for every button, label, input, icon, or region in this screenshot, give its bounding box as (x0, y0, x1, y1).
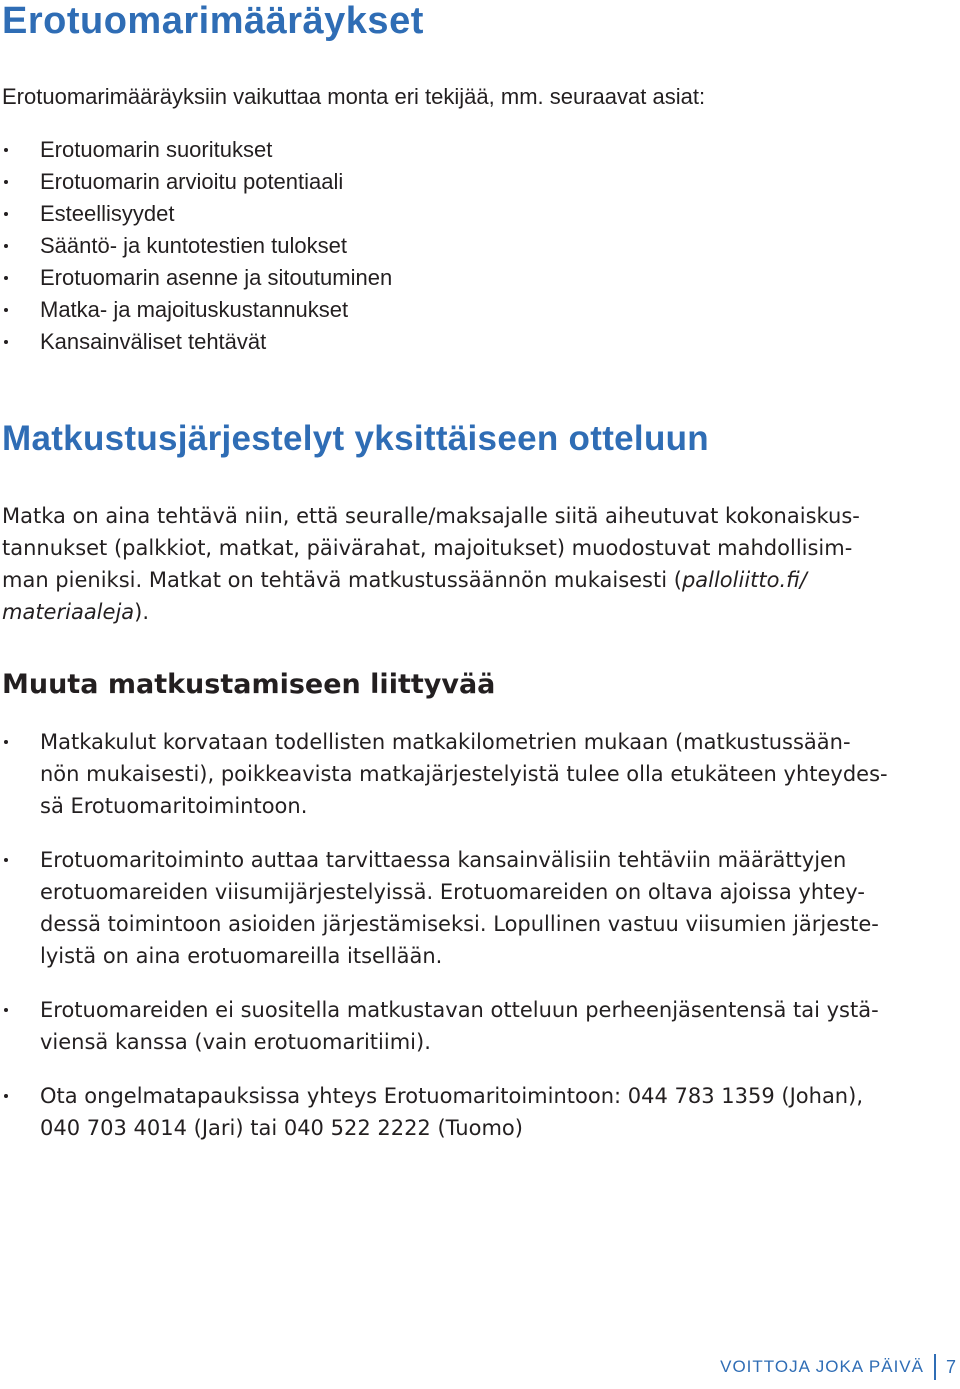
list-item: Erotuomaritoiminto auttaa tarvittaessa kansainvälisiin tehtäviin määrättyjen erotuomareiden viisumijärjestelyissä. Erotuomareiden on oltava ajoissa yhtey- dessä toimintoon asioiden järjestämiseksi. Lopullinen vastuu viisumien järjeste- lyistä on aina erotuomareilla itsellään. (0, 844, 920, 972)
list-item: Matkakulut korvataan todellisten matkakilometrien mukaan (matkustussään- nön mukaisesti), poikkeavista matkajärjestelyistä tulee olla etukäteen yhteydes- sä Erotuomaritoimintoon. (0, 726, 920, 822)
list-item: Erotuomareiden ei suositella matkustavan otteluun perheenjäsentensä tai ystä- viensä kanssa (vain erotuomaritiimi). (0, 994, 920, 1058)
section-heading-other: Muuta matkustamiseen liittyvää (2, 669, 496, 700)
list-item: Kansainväliset tehtävät (0, 326, 392, 358)
section-heading-travel: Matkustusjärjestelyt yksittäiseen otteluun (2, 419, 709, 458)
page-title: Erotuomarimääräykset (2, 0, 424, 42)
paragraph-end: ). (134, 600, 150, 624)
intro-text: Erotuomarimääräyksiin vaikuttaa monta eri tekijää, mm. seuraavat asiat: (2, 84, 706, 109)
list-item: Matka- ja majoituskustannukset (0, 294, 392, 326)
list-item: Erotuomarin suoritukset (0, 134, 392, 166)
list-item: Sääntö- ja kuntotestien tulokset (0, 230, 392, 262)
factor-list (0, 134, 392, 358)
paragraph-text: Matka on aina tehtävä niin, että seuralle/maksajalle siitä aiheutuvat kokonaiskus- tannukset (palkkiot, matkat, päivärahat, majoitukset) muodostuvat mahdollisim- man pieniksi. Matkat on tehtävä matkustussäännön mukaisesti ( (2, 504, 860, 592)
footer-brand: VOITTOJA JOKA PÄIVÄ (720, 1357, 924, 1376)
travel-paragraph (2, 500, 897, 628)
list-item: Erotuomarin arvioitu potentiaali (0, 166, 392, 198)
list-item: Erotuomarin asenne ja sitoutuminen (0, 262, 392, 294)
list-item: Esteellisyydet (0, 198, 392, 230)
footer-divider (934, 1354, 936, 1380)
other-travel-list (0, 726, 920, 1166)
materials-link[interactable]: palloliitto.fi/ materiaaleja (2, 568, 807, 624)
page-number: 7 (945, 1356, 956, 1377)
list-item: Ota ongelmatapauksissa yhteys Erotuomaritoimintoon: 044 783 1359 (Johan), 040 703 4014 (Jari) tai 040 522 2222 (Tuomo) (0, 1080, 920, 1144)
page-footer (720, 1354, 956, 1380)
